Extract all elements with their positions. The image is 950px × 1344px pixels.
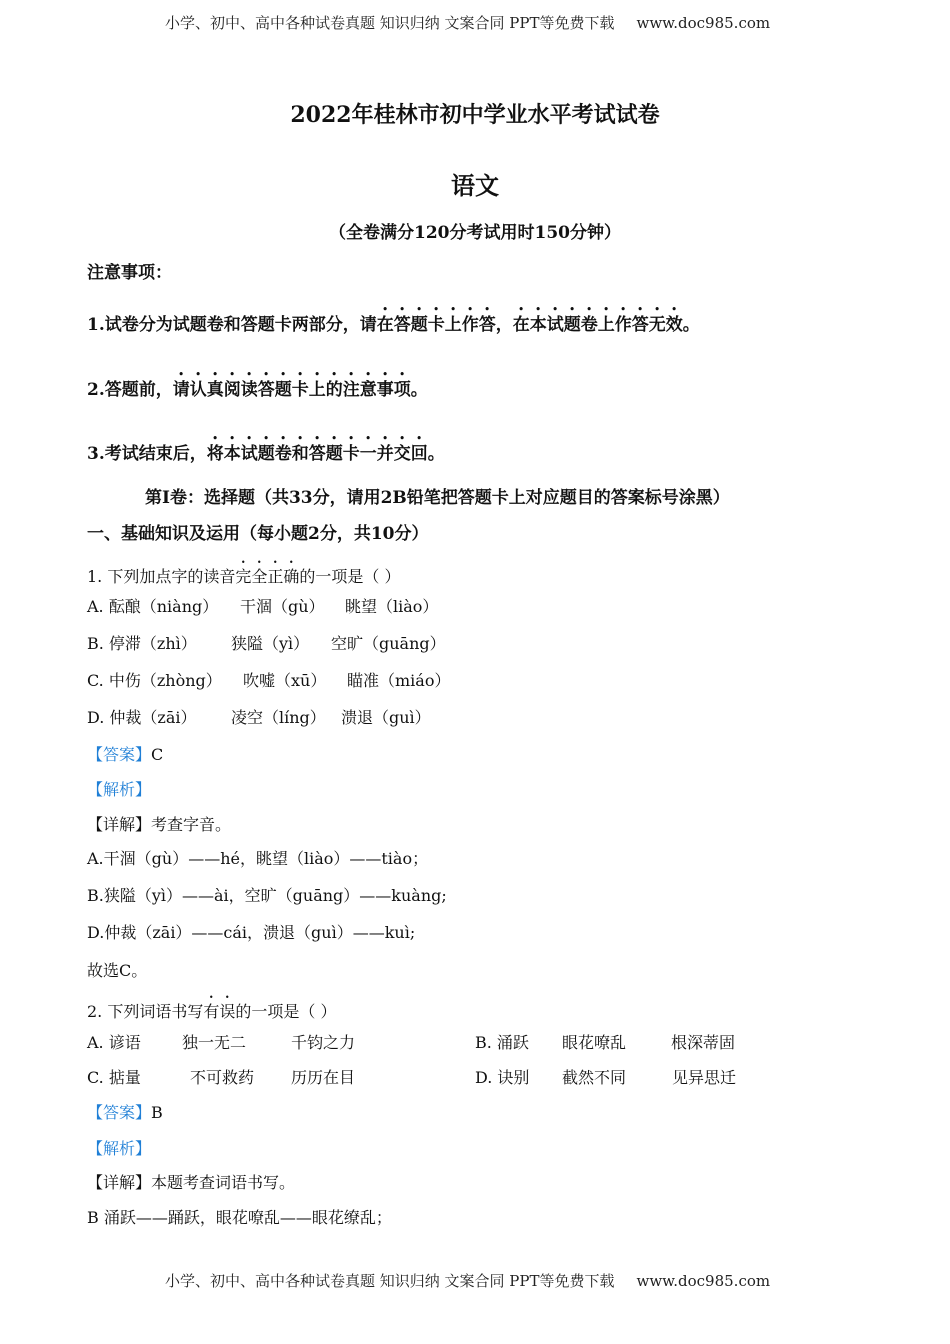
q1-conclusion: 故选C。 [87, 961, 148, 980]
q2-option-a-2: 独一无二 [182, 1033, 247, 1052]
q1-option-b-3: 空旷（guāng） [331, 634, 446, 653]
section1-heading: 一、基础知识及运用（每小题2分，共10分） [87, 524, 429, 544]
q2-detail: 【详解】本题考查词语书写。 [87, 1173, 296, 1192]
notice-heading: 注意事项： [87, 263, 172, 283]
q2-analysis-label: 【解析】 [87, 1139, 152, 1158]
notice-item-2: 2.答题前，请认真阅读答题卡上的注意事项。 [87, 380, 428, 400]
q1-option-a: A. 酝酿（niàng） [87, 597, 219, 616]
q1-option-d-3: 溃退（guì） [341, 708, 431, 727]
q1-option-c-3: 瞄准（miáo） [347, 671, 451, 690]
q1-option-c: C. 中伤（zhòng） [87, 671, 222, 690]
q2-answer: 【答案】B [87, 1103, 163, 1122]
footer-site[interactable]: www.doc985.com [636, 1272, 771, 1290]
footer-text: 小学、初中、高中各种试卷真题 知识归纳 文案合同 PPT等免费下载 [165, 1272, 615, 1290]
q1-option-b: B. 停滞（zhì） [87, 634, 197, 653]
q1-option-a-3: 眺望（liào） [345, 597, 439, 616]
q1-option-d: D. 仲裁（zāi） [87, 708, 197, 727]
q2-option-d: D. 诀别 [475, 1068, 530, 1087]
q1-answer: 【答案】C [87, 745, 164, 764]
q2-option-d-3: 见异思迁 [672, 1068, 737, 1087]
q1-line-b: B.狭隘（yì）——ài，空旷（guāng）——kuàng; [87, 886, 447, 905]
q2-stem: 2. 下列词语书写有误的一项是（ ） [87, 1002, 337, 1021]
q2-option-b-3: 根深蒂固 [671, 1033, 736, 1052]
q1-option-d-2: 凌空（líng） [231, 708, 326, 727]
q2-option-c-2: 不可救药 [190, 1068, 255, 1087]
notice-item-1: 1.试卷分为试题卷和答题卡两部分，请在答题卡上作答，在本试题卷上作答无效。 [87, 315, 700, 335]
q1-analysis-label: 【解析】 [87, 780, 152, 799]
q2-option-a: A. 谚语 [87, 1033, 141, 1052]
q1-stem: 1. 下列加点字的读音完全正确的一项是（ ） [87, 567, 401, 586]
page-header [165, 12, 770, 33]
q2-line-b: B 涌跃——踊跃，眼花嘹乱——眼花缭乱； [87, 1208, 392, 1227]
q1-line-a: A.干涸（gù）——hé，眺望（liào）——tiào； [87, 849, 429, 868]
notice-item-3: 3.考试结束后，将本试题卷和答题卡一并交回。 [87, 444, 445, 464]
q2-option-d-2: 截然不同 [562, 1068, 627, 1087]
q2-option-c: C. 掂量 [87, 1068, 141, 1087]
q2-option-b: B. 涌跃 [475, 1033, 529, 1052]
q1-detail: 【详解】考查字音。 [87, 815, 232, 834]
q1-option-a-2: 干涸（gù） [240, 597, 325, 616]
q1-line-d: D.仲裁（zāi）——cái，溃退（guì）——kuì; [87, 923, 416, 942]
q2-option-b-2: 眼花嘹乱 [562, 1033, 627, 1052]
q1-option-b-2: 狭隘（yì） [231, 634, 310, 653]
q2-option-c-3: 历历在目 [291, 1068, 356, 1087]
exam-note: （全卷满分120分考试用时150分钟） [329, 223, 621, 243]
subject-title: 语文 [451, 171, 499, 200]
header-text: 小学、初中、高中各种试卷真题 知识归纳 文案合同 PPT等免费下载 [165, 14, 615, 32]
part1-heading: 第Ⅰ卷：选择题（共33分，请用2B铅笔把答题卡上对应题目的答案标号涂黑） [145, 488, 730, 508]
exam-title: 2022年桂林市初中学业水平考试试卷 [290, 102, 660, 128]
page-footer [165, 1270, 770, 1291]
header-site[interactable]: www.doc985.com [636, 14, 771, 32]
q2-option-a-3: 千钧之力 [291, 1033, 356, 1052]
q1-option-c-2: 吹嘘（xū） [243, 671, 327, 690]
